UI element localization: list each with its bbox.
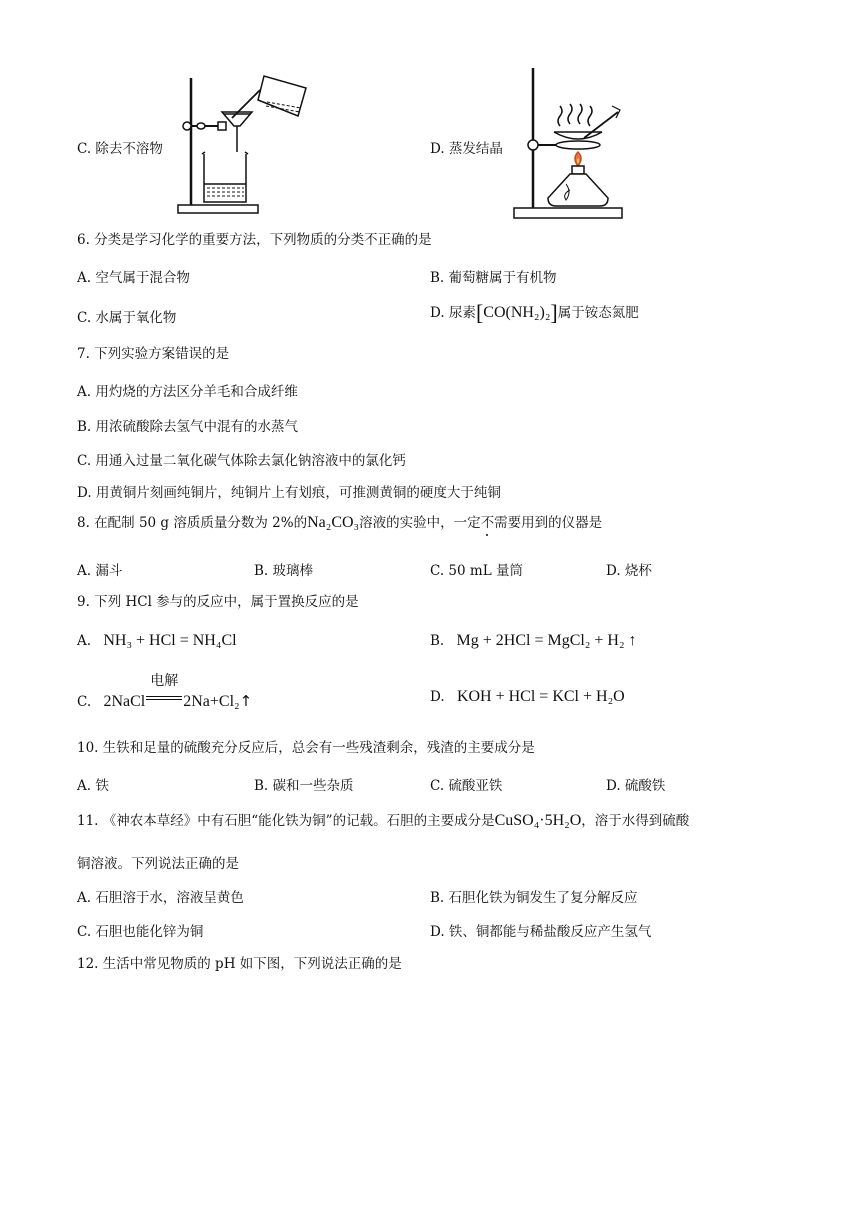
q10-option-c: C. 硫酸亚铁 [430,778,503,794]
q10-option-a: A. 铁 [77,778,109,794]
q8-stem-pre: 8. 在配制 50 g 溶质质量分数为 2%的 [77,515,308,531]
q9-equation-c-left: 2NaCl [103,693,146,710]
q9-option-c-label: C. [77,694,92,710]
q8-option-d: D. 烧杯 [606,563,652,579]
q9-option-b [430,632,637,650]
q5-option-d: D. 蒸发结晶 [430,141,503,157]
q9-option-a-label: A. [77,633,92,649]
q11-stem-line2: 铜溶液。下列说法正确的是 [77,856,239,872]
q9-equation-b: Mg + 2HCl = MgCl₂ + H₂ ↑ [456,632,637,649]
q6-option-d: D. 尿素[CO(NH₂)₂]属于铵态氮肥 [430,300,639,325]
q9-option-a [77,632,237,650]
q10-option-b: B. 碳和一些杂质 [254,778,354,794]
q9-equation-c-right: 2Na+Cl₂ [183,693,240,710]
q6-option-d-prefix: D. 尿素 [430,305,476,321]
q9-stem: 9. 下列 HCl 参与的反应中，属于置换反应的是 [77,594,359,610]
q8-stem [77,514,602,532]
q5-option-c: C. 除去不溶物 [77,141,163,157]
q11-stem-pre: 11. 《神农本草经》中有石胆“能化铁为铜”的记载。石胆的主要成分是 [77,813,495,829]
q8-option-a: A. 漏斗 [77,563,123,579]
q8-option-b: B. 玻璃棒 [254,563,314,579]
q11-option-d: D. 铁、铜都能与稀盐酸反应产生氢气 [430,924,652,940]
q11-option-c: C. 石胆也能化锌为铜 [77,924,204,940]
q9-equation-a: NH₃ + HCl = NH₄Cl [103,632,237,649]
q8-emphasis-not: 不 [480,515,495,531]
q6-option-a: A. 空气属于混合物 [77,270,190,286]
q9-option-d [430,688,625,706]
gas-up-arrow-icon: ↑ [239,692,253,710]
q7-stem: 7. 下列实验方案错误的是 [77,346,230,362]
q10-option-d: D. 硫酸铁 [606,778,666,794]
q11-stem-line1 [77,812,689,830]
q6-stem: 6. 分类是学习化学的重要方法，下列物质的分类不正确的是 [77,232,432,248]
q9-option-d-label: D. [430,689,445,705]
electrolysis-label: 电解 [150,673,179,689]
q11-formula: CuSO₄·5H₂O [494,812,582,829]
q6-option-d-suffix: 属于铵态氮肥 [557,305,639,321]
q7-option-d: D. 用黄铜片刻画纯铜片，纯铜片上有划痕，可推测黄铜的硬度大于纯铜 [77,485,501,501]
q8-formula: Na₂CO₃ [307,514,360,531]
q7-option-c: C. 用通入过量二氧化碳气体除去氯化钠溶液中的氯化钙 [77,453,406,469]
q6-option-b: B. 葡萄糖属于有机物 [430,270,557,286]
q6-urea-formula: CO(NH₂)₂ [483,304,551,321]
q8-stem-end: 需要用到的仪器是 [494,515,603,531]
q9-option-c [77,673,253,711]
q6-option-c: C. 水属于氧化物 [77,310,177,326]
q9-electrolysis-condition [145,673,183,708]
q9-equation-d: KOH + HCl = KCl + H₂O [456,688,625,705]
q8-option-c: C. 50 mL 量筒 [430,563,523,579]
evaporation-apparatus-figure [508,66,632,222]
q7-option-a: A. 用灼烧的方法区分羊毛和合成纤维 [77,384,298,400]
q7-option-b: B. 用浓硫酸除去氢气中混有的水蒸气 [77,419,299,435]
filtration-apparatus-figure [174,72,314,218]
q11-option-a: A. 石胆溶于水，溶液呈黄色 [77,890,244,906]
q10-stem: 10. 生铁和足量的硫酸充分反应后，总会有一些残渣剩余，残渣的主要成分是 [77,740,535,756]
q8-stem-mid: 溶液的实验中，一定 [359,515,481,531]
q9-option-b-label: B. [430,633,445,649]
q12-stem: 12. 生活中常见物质的 pH 如下图，下列说法正确的是 [77,956,402,972]
q11-option-b: B. 石胆化铁为铜发生了复分解反应 [430,890,638,906]
q11-stem-post: ，溶于水得到硫酸 [581,813,690,829]
